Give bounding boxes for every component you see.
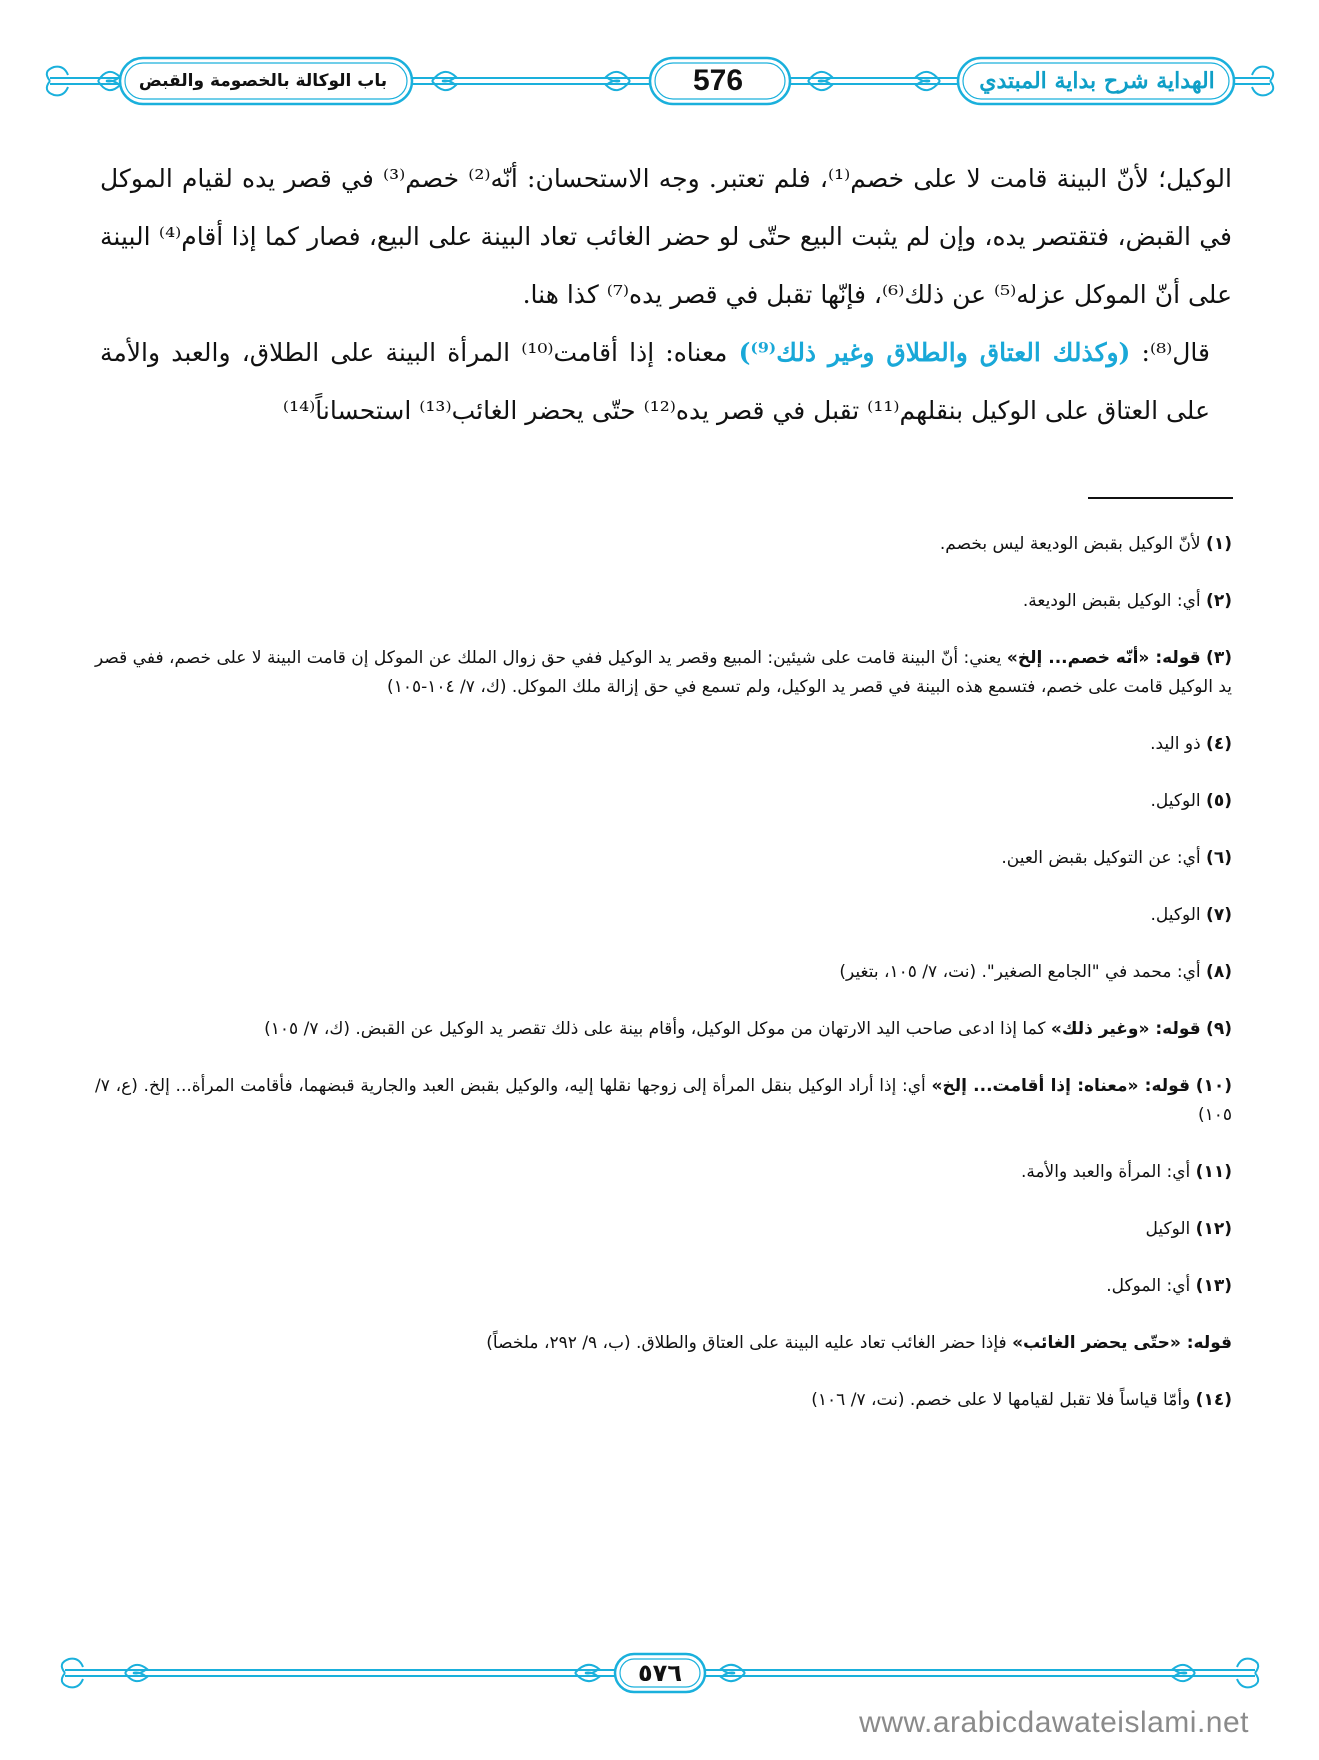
- footnote-lead: قوله: «وغير ذلك»: [1050, 1019, 1201, 1039]
- footnote-number: (٤): [1206, 734, 1232, 754]
- main-paragraph-1: الوكيل؛ لأنّ البينة قامت لا على خصم⁽¹⁾، فلم تعتبر. وجه الاستحسان: أنّه⁽²⁾ خصم⁽³⁾ في قصر يده لقيام الموكل في القبض، فتقتصر يده، وإن لم يثبت البيع حتّى لو حضر الغائب تعاد البينة على البيع، فصار كما إذا أقام⁽⁴⁾ البينة على أنّ الموكل عزله⁽⁵⁾ عن ذلك⁽⁶⁾، فإنّها تقبل في قصر يده⁽⁷⁾ كذا هنا.: [100, 164, 1233, 309]
- paragraph-2-start: قال⁽⁸⁾:: [1130, 338, 1210, 367]
- footnote-9: [95, 1015, 1232, 1044]
- footnote-number: (١٤): [1195, 1390, 1232, 1410]
- footnote-text: لأنّ الوكيل بقبض الوديعة ليس بخصم.: [939, 534, 1201, 554]
- footnote-text: أي: المرأة والعبد والأمة.: [1020, 1162, 1191, 1182]
- footnote-number: (٢): [1206, 591, 1232, 611]
- footnote-text: يعني: أنّ البينة قامت على شيئين: المبيع وقصر يد الوكيل ففي حق زوال الملك عن الموكل إن قامت البينة لا على خصم، ففي قصر يد الوكيل قامت على خصم، فتسمع هذه البينة في قصر يد الوكيل، ولم تسمع في حق إزالة ملك الموكل. (ك، ٧/ ١٠٤-١٠٥): [95, 648, 1232, 697]
- footnote-lead: قوله: «أنّه خصم... إلخ»: [1006, 648, 1201, 668]
- footnote-2: [95, 587, 1232, 616]
- footnote-text: أي: الموكل.: [1106, 1276, 1191, 1296]
- main-text: [100, 150, 1232, 440]
- header-page-number: 576: [692, 64, 744, 97]
- footnote-3: [95, 644, 1232, 702]
- footnote-10: [95, 1072, 1232, 1130]
- footnote-lead: قوله: «معناه: إذا أقامت... إلخ»: [931, 1076, 1190, 1096]
- page-footer: [55, 1648, 1265, 1698]
- footnote-number: (١٢): [1195, 1219, 1232, 1239]
- paragraph-2-rest: معناه: إذا أقامت⁽¹⁰⁾ المرأة البينة على الطلاق، والعبد والأمة على العتاق على الوكيل بنقلهم⁽¹¹⁾ تقبل في قصر يده⁽¹²⁾ حتّى يحضر الغائب⁽¹³⁾ استحساناً⁽¹⁴⁾: [100, 338, 1210, 425]
- footnote-5: [95, 787, 1232, 816]
- footnote-number: (١٣): [1195, 1276, 1232, 1296]
- footnote-7: [95, 901, 1232, 930]
- footnote-12: [95, 1215, 1232, 1244]
- footnote-14: [95, 1386, 1232, 1415]
- footnote-number: (١٠): [1195, 1076, 1233, 1096]
- footnote-number: (٩): [1206, 1019, 1232, 1039]
- main-paragraph-2: [100, 324, 1232, 440]
- footnote-number: (٣): [1206, 648, 1232, 668]
- footnote-text: أي: إذا أراد الوكيل بنقل المرأة إلى زوجها نقلها إليه، والوكيل بقبض العبد والجارية قبضهما، فأقامت المرأة... إلخ. (ع، ٧/ ١٠٥): [95, 1076, 1232, 1125]
- page-header: [40, 40, 1280, 120]
- footnote-8: [95, 958, 1232, 987]
- footer-page-number: ٥٧٦: [638, 1659, 682, 1687]
- footnote-number: (٦): [1206, 848, 1232, 868]
- footnote-text: وأمّا قياساً فلا تقبل لقيامها لا على خصم. (نت، ٧/ ١٠٦): [811, 1390, 1191, 1410]
- footnotes: [95, 530, 1232, 1443]
- footnote-text: أي: الوكيل بقبض الوديعة.: [1022, 591, 1201, 611]
- footnote-number: (٥): [1206, 791, 1232, 811]
- footnote-text: أي: عن التوكيل بقبض العين.: [1001, 848, 1201, 868]
- footnote-text: الوكيل.: [1150, 905, 1201, 925]
- footnote-text: الوكيل.: [1150, 791, 1201, 811]
- footnote-13: [95, 1272, 1232, 1301]
- footnote-11: [95, 1158, 1232, 1187]
- footnote-number: (٧): [1206, 905, 1232, 925]
- footnote-number: (١١): [1195, 1162, 1232, 1182]
- website-watermark: www.arabicdawateislami.net: [859, 1706, 1249, 1739]
- book-title: الهداية شرح بداية المبتدي: [979, 68, 1215, 94]
- footnote-1: [95, 530, 1232, 559]
- footnote-text: فإذا حضر الغائب تعاد عليه البينة على العتاق والطلاق. (ب، ٩/ ٢٩٢، ملخصاً): [486, 1333, 1007, 1353]
- footnote-4: [95, 730, 1232, 759]
- footnote-text: ذو اليد.: [1150, 734, 1201, 754]
- footnote-number: (٨): [1206, 962, 1232, 982]
- matn-highlight: (وكذلك العتاق والطلاق وغير ذلك⁽⁹⁾): [738, 338, 1131, 367]
- footnote-divider: [1088, 497, 1233, 499]
- footnote-text: أي: محمد في "الجامع الصغير". (نت، ٧/ ١٠٥، بتغير): [839, 962, 1201, 982]
- footnote-lead: قوله: «حتّى يحضر الغائب»: [1012, 1333, 1232, 1353]
- footnote-6: [95, 844, 1232, 873]
- footnote-text: كما إذا ادعى صاحب اليد الارتهان من موكل الوكيل، وأقام بينة على ذلك تقصر يد الوكيل عن القبض. (ك، ٧/ ١٠٥): [264, 1019, 1046, 1039]
- chapter-title: باب الوكالة بالخصومة والقبض: [138, 71, 388, 91]
- footnote-number: (١): [1206, 534, 1232, 554]
- footnote-text: الوكيل: [1145, 1219, 1191, 1239]
- footnote-13-note: [95, 1329, 1232, 1358]
